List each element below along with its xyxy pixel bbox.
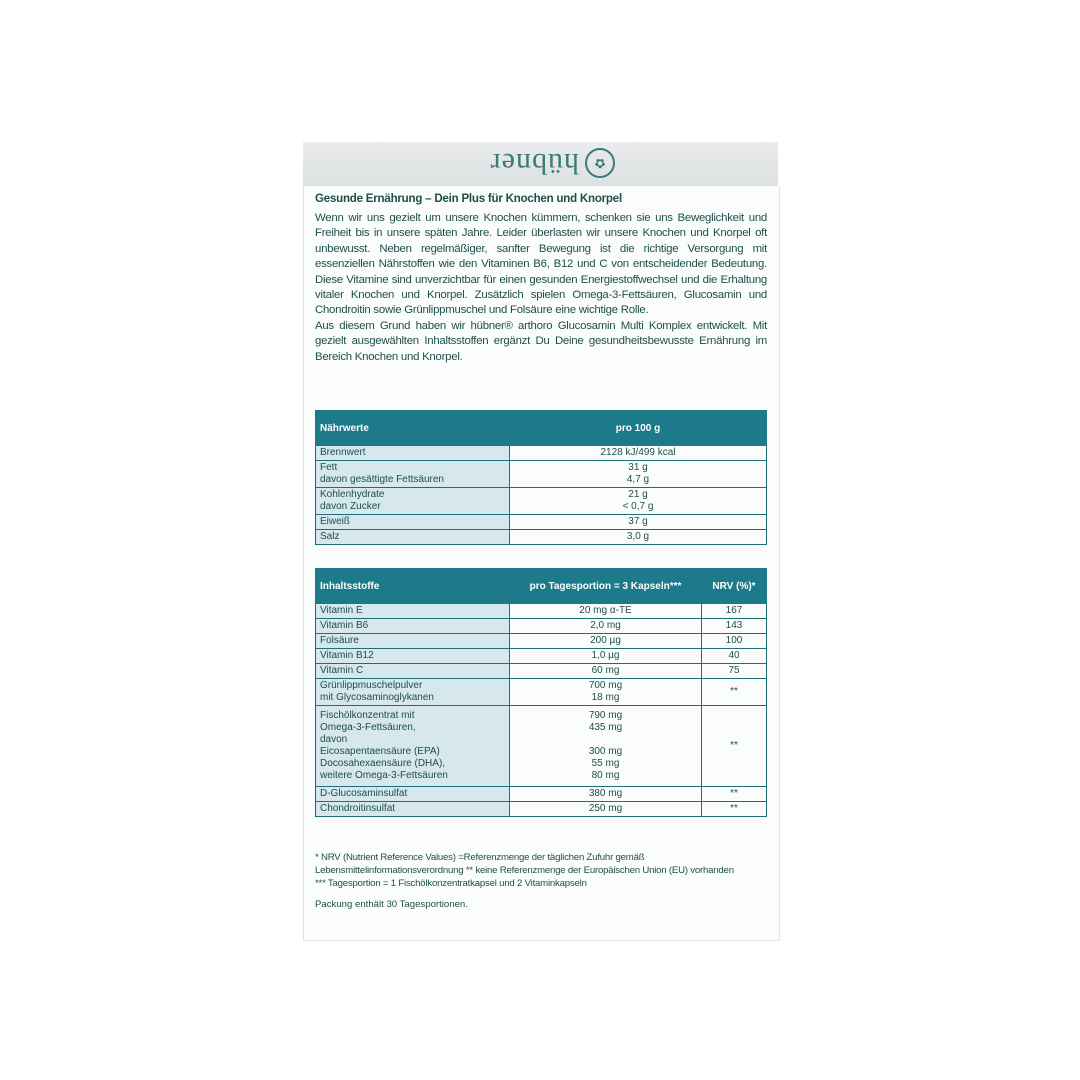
- row-label: Vitamin B12: [316, 649, 510, 664]
- row-label: [316, 706, 510, 787]
- row-value: [510, 679, 702, 706]
- row-value-line: 700 mg: [588, 680, 623, 691]
- footnote-daily-portion: *** Tagesportion = 1 Fischölkonzentratkapsel und 2 Vitaminkapseln: [315, 878, 587, 889]
- table-row: [316, 634, 767, 649]
- row-value: [510, 461, 767, 488]
- row-value: 250 mg: [510, 802, 702, 817]
- footnote-nrv: * NRV (Nutrient Reference Values) =Referenzmenge der täglichen Zufuhr gemäß Lebensmittelinformationsverordnung ** keine Referenzmenge der Europäischen Union (EU) vorhanden: [315, 852, 734, 876]
- row-label-line: davon gesättigte Fettsäuren: [320, 474, 444, 485]
- row-value-line: 790 mg: [588, 710, 623, 721]
- row-label-line: Fett: [320, 462, 338, 473]
- row-label: Vitamin E: [316, 604, 510, 619]
- row-value: 380 mg: [510, 787, 702, 802]
- table-row: [316, 802, 767, 817]
- ingredients-header-nrv: NRV (%)*: [702, 569, 767, 604]
- row-label-line: Docosahexaensäure (DHA),: [320, 758, 446, 769]
- row-nrv: 40: [702, 649, 767, 664]
- row-value: 2128 kJ/499 kcal: [510, 446, 767, 461]
- row-nrv: **: [702, 802, 767, 817]
- row-label: [316, 679, 510, 706]
- row-nrv: 100: [702, 634, 767, 649]
- table-row: [316, 649, 767, 664]
- row-value: 20 mg α-TE: [510, 604, 702, 619]
- table-row: [316, 461, 767, 488]
- intro-paragraph-1: Wenn wir uns gezielt um unsere Knochen kümmern, schenken sie uns Beweglichkeit und Freiheit bis in unsere späten Jahre. Leider überlasten wir unsere Knochen und Knorpel oft unbewusst. Neben regelmäßiger, sanfter Bewegung ist die richtige Versorgung mit essenziellen Nährstoffen wie den Vitaminen B6, B12 und C von entscheidender Bedeutung. Diese Vitamine sind unverzichtbar für einen gesunden Energiestoffwechsel und die Erhaltung vitaler Knochen und Knorpel. Zusätzlich spielen Omega-3-Fettsäuren, Glucosamin und Chondroitin sowie Grünlippmuschel und Folsäure eine wichtige Rolle.: [315, 212, 767, 317]
- row-label: Salz: [316, 530, 510, 545]
- table-row: [316, 679, 767, 706]
- ingredients-table: [315, 568, 767, 817]
- row-value-line: [514, 734, 697, 746]
- row-value: [510, 706, 702, 787]
- row-nrv: 143: [702, 619, 767, 634]
- nutrition-header-value: pro 100 g: [510, 411, 767, 446]
- table-row: [316, 515, 767, 530]
- row-value: 2,0 mg: [510, 619, 702, 634]
- row-value-line: 4,7 g: [626, 474, 650, 485]
- row-label-line: Fischölkonzentrat mit: [320, 710, 415, 721]
- row-nrv: 167: [702, 604, 767, 619]
- row-value-line: 435 mg: [588, 722, 623, 733]
- row-nrv: **: [702, 706, 767, 787]
- table-row: [316, 530, 767, 545]
- row-value-line: 18 mg: [591, 692, 620, 703]
- row-label-line: davon Zucker: [320, 501, 381, 512]
- row-value: [510, 488, 767, 515]
- table-row: [316, 787, 767, 802]
- table-row: [316, 446, 767, 461]
- row-value-line: 300 mg: [588, 746, 623, 757]
- row-label: [316, 488, 510, 515]
- row-value-line: < 0,7 g: [622, 501, 654, 512]
- row-label-line: Grünlippmuschelpulver: [320, 680, 423, 691]
- row-label-line: Eicosapentaensäure (EPA): [320, 746, 440, 757]
- table-row: [316, 604, 767, 619]
- row-value-line: 55 mg: [591, 758, 620, 769]
- row-label-line: Kohlenhydrate: [320, 489, 385, 500]
- table-row: [316, 706, 767, 787]
- row-value: 1,0 µg: [510, 649, 702, 664]
- row-label: Folsäure: [316, 634, 510, 649]
- row-value: 200 µg: [510, 634, 702, 649]
- table-row: [316, 488, 767, 515]
- footnotes: [315, 851, 775, 890]
- row-label-line: Omega-3-Fettsäuren,: [320, 722, 416, 733]
- ingredients-header-label: Inhaltsstoffe: [316, 569, 510, 604]
- row-label: D-Glucosaminsulfat: [316, 787, 510, 802]
- table-row: [316, 619, 767, 634]
- row-label-line: weitere Omega-3-Fettsäuren: [320, 770, 448, 781]
- intro-heading: Gesunde Ernährung – Dein Plus für Knochen und Knorpel: [315, 193, 622, 205]
- brand-logo: [395, 146, 615, 180]
- ingredients-header-value: pro Tagesportion = 3 Kapseln***: [510, 569, 702, 604]
- row-value-line: 31 g: [628, 462, 648, 473]
- nutrition-table: [315, 410, 767, 545]
- row-value-line: 21 g: [628, 489, 648, 500]
- row-value-line: 80 mg: [591, 770, 620, 781]
- row-label: [316, 461, 510, 488]
- brand-emblem-icon: ✿: [585, 148, 615, 178]
- row-nrv: 75: [702, 664, 767, 679]
- row-label: Brennwert: [316, 446, 510, 461]
- row-label: Vitamin B6: [316, 619, 510, 634]
- brand-logo-text: hübner: [489, 147, 579, 180]
- row-nrv: **: [702, 787, 767, 802]
- intro-paragraph-2: Aus diesem Grund haben wir hübner® arthoro Glucosamin Multi Komplex entwickelt. Mit gezielt ausgewählten Inhaltsstoffen ergänzt Du Deine gesundheitsbewusste Ernährung im Bereich Knochen und Knorpel.: [315, 319, 767, 363]
- package-contents-note: Packung enthält 30 Tagesportionen.: [315, 899, 468, 910]
- row-value: 37 g: [510, 515, 767, 530]
- row-nrv: **: [702, 679, 767, 706]
- row-value: 3,0 g: [510, 530, 767, 545]
- row-value: 60 mg: [510, 664, 702, 679]
- row-label: Vitamin C: [316, 664, 510, 679]
- row-label: Eiweiß: [316, 515, 510, 530]
- row-label: Chondroitinsulfat: [316, 802, 510, 817]
- nutrition-header-label: Nährwerte: [316, 411, 510, 446]
- row-label-line: davon: [320, 734, 348, 745]
- row-label-line: mit Glycosaminoglykanen: [320, 692, 434, 703]
- intro-section: [315, 193, 767, 365]
- table-row: [316, 664, 767, 679]
